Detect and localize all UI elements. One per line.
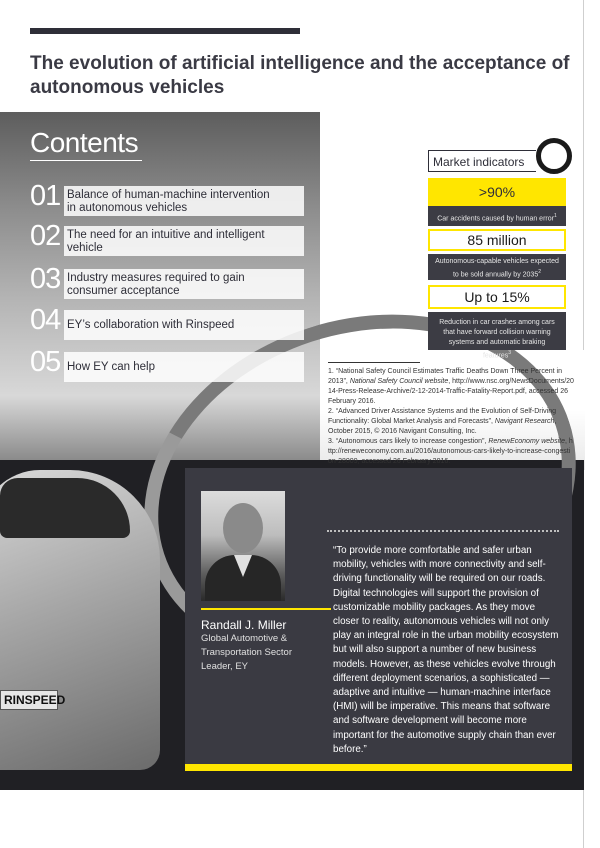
stat-3-value: Up to 15% <box>428 285 566 309</box>
person-portrait <box>201 491 285 601</box>
toc-number: 05 <box>30 346 61 378</box>
footnote-3-link[interactable]: , http://reneweconomy.com.au/2016/autonomous-cars-likely-to-increase-congestion-28009, accessed 26 February 2016. <box>328 438 573 465</box>
quote-text: “To provide more comfortable and safer urban mobility, vehicles with more connectivity and self-driving functionality will be required on our roads. Digital technologies will support the provision of customizable mobility packages. As they move closer to reality, autonomous vehicles will not only play an integral role in the urban mobility ecosystem but will also support a number of new business models. However, as these vehicles evolve through different deployment scenarios, a sophisticated — adaptive and intuitive — human-machine interface (HMI) will be imperative. This means that software and software development will become more important for the automotive supply chain than ever before.” <box>333 545 559 755</box>
stat-2-desc <box>428 254 566 280</box>
footnote-rule <box>328 362 420 363</box>
footnotes <box>328 367 574 467</box>
circle-icon <box>536 138 572 174</box>
footnote-2-text: 2. “Advanced Driver Assistance Systems and the Evolution of Self-Driving Functionality: Global Market Analysis and Forecasts”, <box>328 408 556 425</box>
portrait-head <box>223 503 263 553</box>
stat-2-desc-text: Autonomous-capable vehicles expected to be sold annually by 2035 <box>435 258 559 279</box>
page-title: The evolution of artificial intelligence and the acceptance of autonomous vehicles <box>30 53 570 98</box>
footnote-1-link[interactable]: , http://www.nsc.org/NewsDocuments/2014-Press-Release-Archive/2-12-2014-Traffic-Fatality-Report.pdf, accessed 26 February 2016. <box>328 378 574 405</box>
toc-label: Industry measures required to gain consumer acceptance <box>67 272 245 297</box>
name-rule <box>201 608 331 610</box>
stat-3-footnote-ref: 3 <box>508 350 512 356</box>
contents-heading: Contents <box>30 127 139 158</box>
toc-label: EY’s collaboration with Rinspeed <box>67 319 235 331</box>
toc-number: 02 <box>30 220 61 252</box>
quote-card-accent <box>185 764 572 771</box>
stat-1-desc <box>428 206 566 226</box>
footnote-2 <box>328 407 574 437</box>
contents-rule <box>30 160 142 161</box>
top-accent-bar <box>30 28 300 34</box>
stat-1-desc-text: Car accidents caused by human error <box>437 215 554 223</box>
footnote-3-source: RenewEconomy website <box>488 438 565 445</box>
market-indicators-title: Market indicators <box>433 155 525 169</box>
footnote-1-text: 1. “National Safety Council Estimates Traffic Deaths Down Three Percent in 2013”, <box>328 368 562 385</box>
stat-1-value: >90% <box>428 178 566 206</box>
footnote-2-rest: , October 2015, © 2016 Navigant Consulting, Inc. <box>328 418 557 435</box>
person-name: Randall J. Miller <box>201 618 287 632</box>
car-plate: RINSPEED <box>0 690 58 710</box>
footnote-2-source: Navigant Research <box>494 418 555 425</box>
footnote-3-text: 3. “Autonomous cars likely to increase congestion”, <box>328 438 487 445</box>
stat-2-footnote-ref: 2 <box>538 269 541 275</box>
stat-3-desc-text: Reduction in car crashes among cars that have forward collision warning systems and automatic braking features <box>439 319 555 360</box>
person-role: Global Automotive & Transportation Sector Leader, EY <box>201 633 292 672</box>
toc-label: How EY can help <box>67 361 156 373</box>
toc-number: 01 <box>30 180 61 212</box>
toc-number: 04 <box>30 304 61 336</box>
toc-label: The need for an intuitive and intelligent vehicle <box>67 229 265 254</box>
stat-2-value: 85 million <box>428 229 566 251</box>
toc-label: Balance of human-machine intervention in autonomous vehicles <box>67 189 270 214</box>
footnote-1 <box>328 367 574 407</box>
footnote-3 <box>328 437 574 467</box>
stat-3-desc <box>428 312 566 360</box>
stat-1-footnote-ref: 1 <box>553 213 557 219</box>
quote-dotted-rule <box>327 530 559 532</box>
toc-number: 03 <box>30 263 61 295</box>
footnote-1-source: National Safety Council website <box>349 378 449 385</box>
